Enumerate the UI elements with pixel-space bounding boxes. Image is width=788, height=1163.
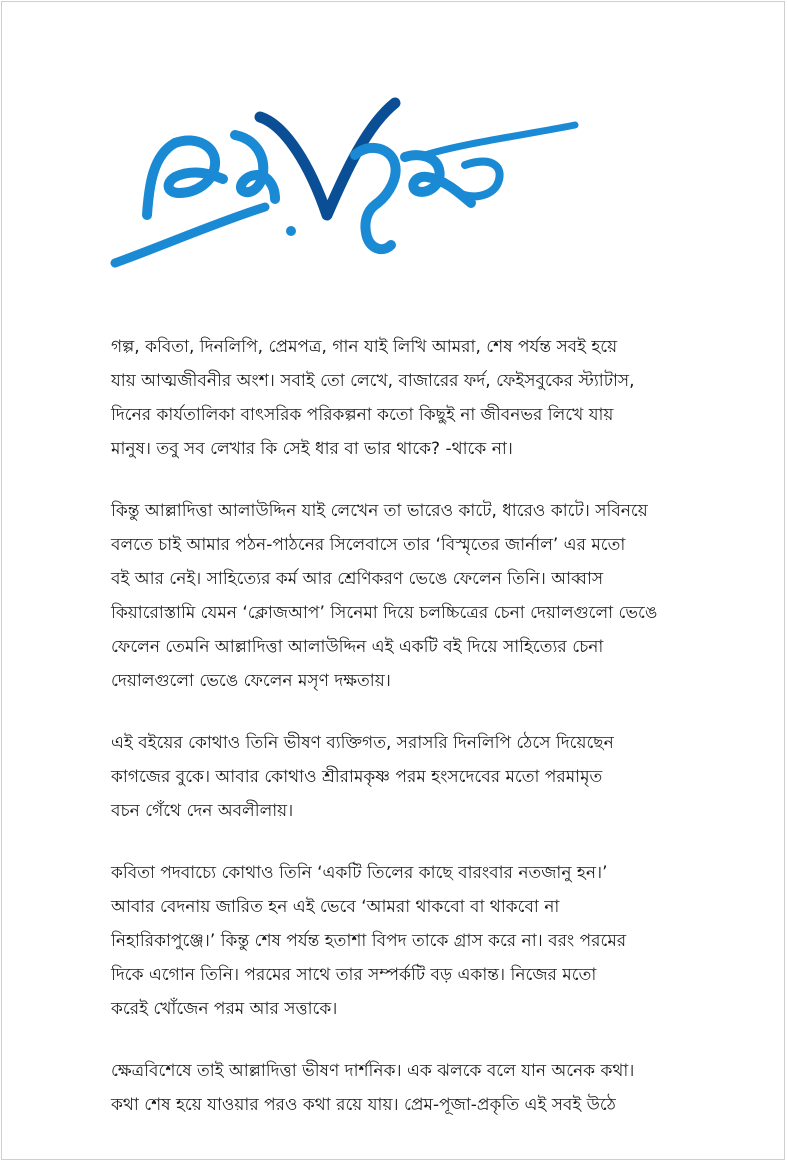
text-line: এই বইয়ের কোথাও তিনি ভীষণ ব্যক্তিগত, সরাসরি দিনলিপি ঠেসে দিয়েছেন [111, 733, 614, 753]
text-line: কবিতা পদবাচ্যে কোথাও তিনি ‘একটি তিলের কাছে বারংবার নতজানু হন।’ [111, 863, 608, 883]
text-line: যায় আত্মজীবনীর অংশ। সবাই তো লেখে, বাজারের ফর্দ, ফেইসবুকের স্ট্যাটাস, [111, 371, 635, 391]
text-line: আবার বেদনায় জারিত হন এই ভেবে ‘আমরা থাকবো বা থাকবো না [111, 897, 560, 917]
text-line: বলতে চাই আমার পঠন-পাঠনের সিলেবাসে তার ‘বিস্মৃতের জার্নাল’ এর মতো [111, 535, 626, 555]
text-line: কিয়ারোস্তামি যেমন ‘ক্লোজআপ’ সিনেমা দিয়ে চলচ্চিত্রের চেনা দেয়ালগুলো ভেঙে [111, 603, 658, 623]
logo-letter-2 [235, 135, 275, 199]
text-line: বচন গেঁথে দেন অবলীলায়। [111, 801, 294, 821]
text-line: কিন্তু আল্লাদিত্তা আলাউদ্দিন যাই লেখেন তা ভারেও কাটে, ধারেও কাটে। সবিনয়ে [111, 501, 648, 521]
brand-logo [105, 95, 585, 275]
text-line: দিকে এগোন তিনি। পরমের সাথে তার সম্পর্কটি বড় একান্ত। নিজের মতো [111, 965, 597, 985]
logo-underline-stroke [115, 207, 265, 263]
text-line: বই আর নেই। সাহিত্যের কর্ম আর শ্রেণিকরণ ভেঙে ফেলেন তিনি। আব্বাস [111, 569, 604, 589]
paragraph-1 [111, 330, 691, 466]
logo-tail-stroke [457, 162, 500, 197]
text-line: কথা শেষ হয়ে যাওয়ার পরও কথা রয়ে যায়। প্রেম-পূজা-প্রকৃতি এই সবই উঠে [111, 1095, 616, 1115]
text-line: গল্প, কবিতা, দিনলিপি, প্রেমপত্র, গান যাই লিখি আমরা, শেষ পর্যন্ত সবই হয়ে [111, 337, 618, 357]
text-line: দেয়ালগুলো ভেঙে ফেলেন মসৃণ দক্ষতায়। [111, 671, 391, 691]
text-line: করেই খোঁজেন পরম আর সত্তাকে। [111, 999, 338, 1019]
text-line: নিহারিকাপুঞ্জে।’ কিন্তু শেষ পর্যন্ত হতাশা বিপদ তাকে গ্রাস করে না। বরং পরমের [111, 931, 627, 951]
text-line: ক্ষেত্রবিশেষে তাই আল্লাদিত্তা ভীষণ দার্শনিক। এক ঝলকে বলে যান অনেক কথা। [111, 1061, 635, 1081]
text-line: ফেলেন তেমনি আল্লাদিত্তা আলাউদ্দিন এই একটি বই দিয়ে সাহিত্যের চেনা [111, 637, 604, 657]
paragraph-4 [111, 856, 691, 1026]
paragraph-3 [111, 726, 691, 828]
logo-letter-1 [147, 140, 223, 215]
logo-top-flourish [425, 125, 575, 155]
logo-dot [286, 226, 296, 236]
paragraph-5 [111, 1054, 691, 1122]
paragraph-2 [111, 494, 691, 698]
text-line: দিনের কার্যতালিকা বাৎসরিক পরিকল্পনা কতো কিছুই না জীবনভর লিখে যায় [111, 405, 614, 425]
logo-letter-3 [355, 148, 396, 249]
text-line: কাগজের বুকে। আবার কোথাও শ্রীরামকৃষ্ণ পরম হংসদেবের মতো পরমামৃত [111, 767, 603, 787]
document-body [111, 330, 691, 1150]
text-line: মানুষ। তবু সব লেখার কি সেই ধার বা ভার থাকে? -থাকে না। [111, 439, 513, 459]
logo-dark-swoosh [260, 103, 395, 215]
